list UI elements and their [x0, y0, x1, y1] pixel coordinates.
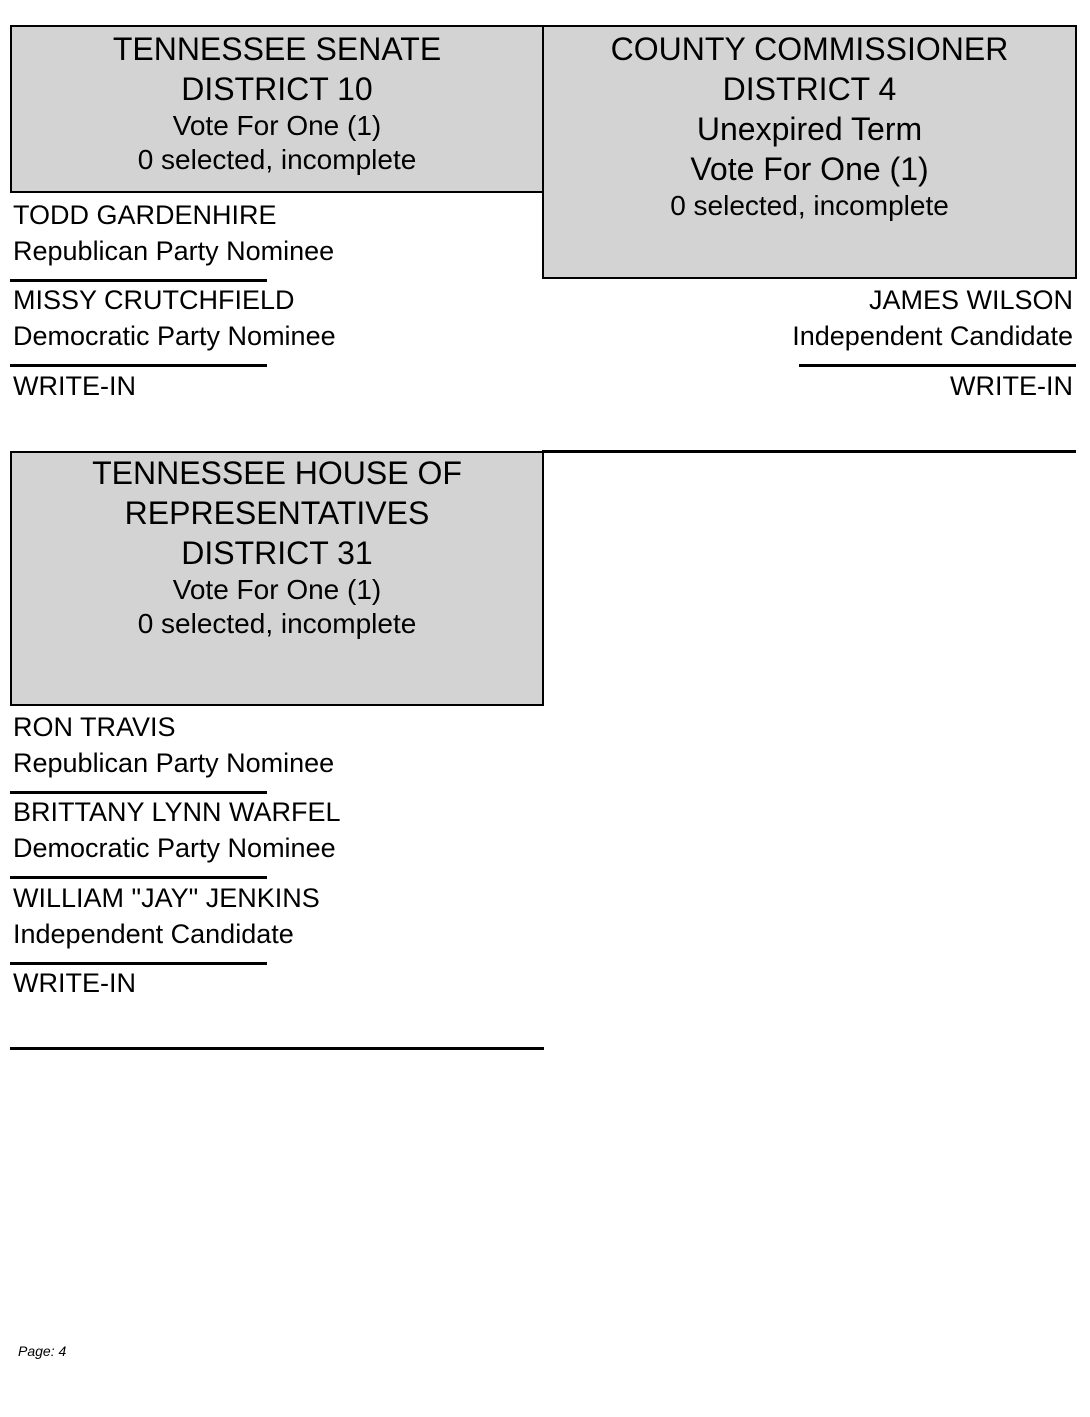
write-in-label: WRITE-IN — [13, 371, 136, 401]
write-in-line — [10, 1047, 544, 1050]
candidate-name: TODD GARDENHIRE — [13, 200, 277, 230]
selection-status: 0 selected, incomplete — [137, 608, 417, 639]
candidate-option[interactable] — [13, 282, 336, 354]
selection-status: 0 selected, incomplete — [670, 190, 949, 221]
candidate-name: BRITTANY LYNN WARFEL — [13, 797, 341, 827]
contest-header-tn-senate-10 — [10, 25, 544, 193]
selection-status: 0 selected, incomplete — [137, 144, 417, 175]
candidate-option[interactable] — [792, 282, 1073, 354]
contest-header-county-commissioner-4 — [542, 25, 1077, 279]
candidate-party: Democratic Party Nominee — [13, 321, 336, 351]
contest-title-line: REPRESENTATIVES — [124, 495, 430, 531]
option-divider — [10, 364, 267, 367]
vote-for-label: Vote For One (1) — [172, 574, 382, 605]
write-in-label: WRITE-IN — [950, 371, 1073, 401]
candidate-party: Independent Candidate — [13, 919, 294, 949]
contest-title-line: DISTRICT 10 — [181, 71, 373, 107]
candidate-name: WILLIAM "JAY" JENKINS — [13, 883, 320, 913]
contest-header-tn-house-31 — [10, 451, 544, 706]
contest-title-line: TENNESSEE SENATE — [112, 31, 442, 67]
candidate-name: RON TRAVIS — [13, 712, 176, 742]
candidate-party: Republican Party Nominee — [13, 748, 335, 778]
vote-for-label: Vote For One (1) — [172, 110, 382, 141]
write-in-option[interactable] — [13, 368, 136, 404]
contest-title-line: TENNESSEE HOUSE OF — [92, 455, 462, 491]
contest-title-line: Unexpired Term — [696, 111, 923, 147]
candidate-party: Democratic Party Nominee — [13, 833, 336, 863]
candidate-option[interactable] — [13, 197, 334, 269]
contest-title-line: DISTRICT 31 — [181, 535, 373, 571]
write-in-option[interactable] — [950, 368, 1073, 404]
option-divider — [799, 364, 1076, 367]
candidate-name: JAMES WILSON — [868, 285, 1073, 315]
write-in-option[interactable] — [13, 965, 136, 1001]
write-in-line — [542, 450, 1076, 453]
page-number: Page: 4 — [18, 1343, 67, 1359]
candidate-option[interactable] — [13, 880, 320, 952]
candidate-name: MISSY CRUTCHFIELD — [13, 285, 295, 315]
contest-title-line: DISTRICT 4 — [722, 71, 897, 107]
write-in-label: WRITE-IN — [13, 968, 136, 998]
candidate-party: Republican Party Nominee — [13, 236, 335, 266]
candidate-party: Independent Candidate — [792, 321, 1073, 351]
candidate-option[interactable] — [13, 709, 334, 781]
vote-for-label: Vote For One (1) — [690, 151, 929, 187]
candidate-option[interactable] — [13, 794, 341, 866]
option-divider — [10, 876, 267, 879]
contest-title-line: COUNTY COMMISSIONER — [610, 31, 1009, 67]
